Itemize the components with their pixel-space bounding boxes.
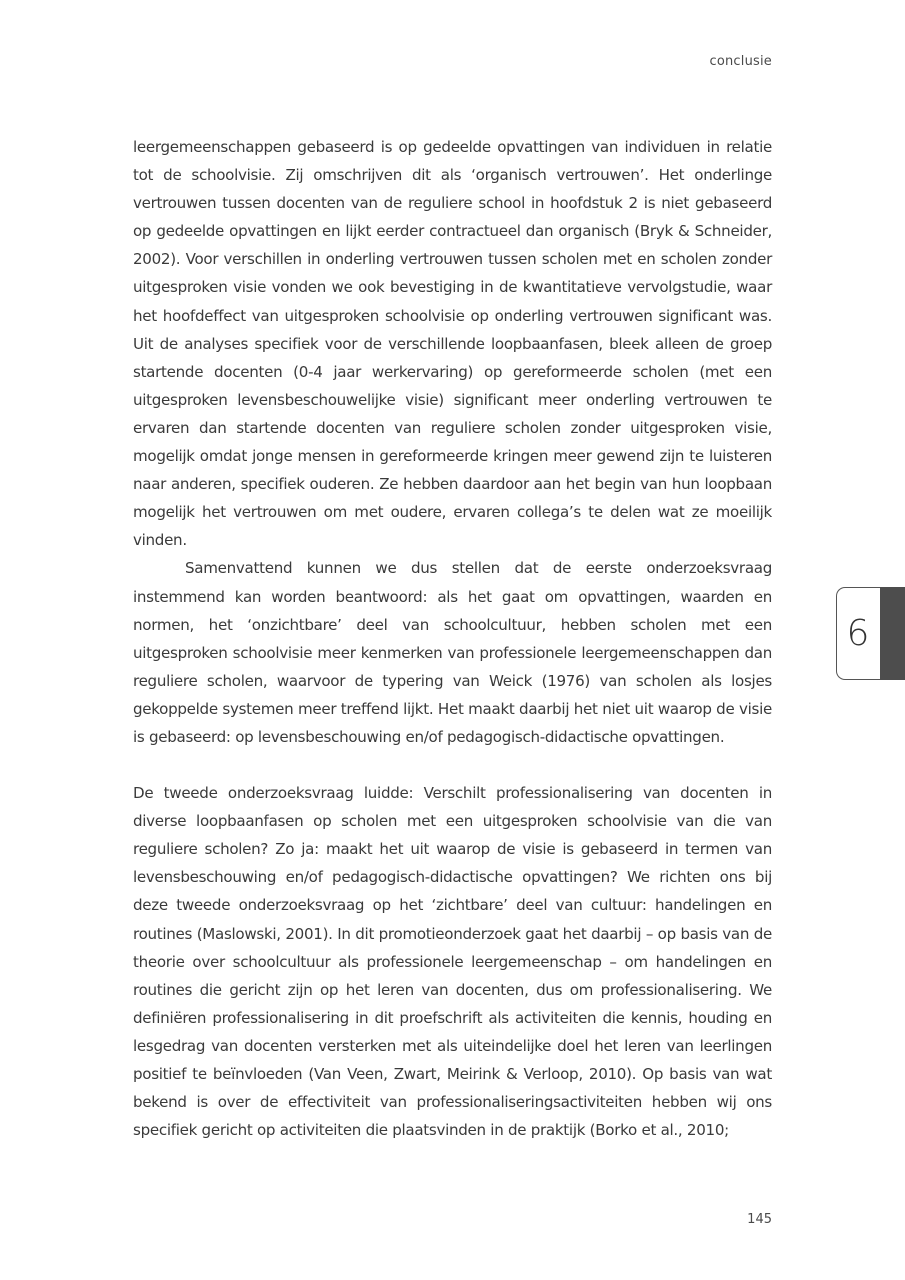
running-head: conclusie [709,54,772,69]
body-text [133,133,772,1144]
chapter-tab [836,587,905,680]
paragraph: De tweede onderzoeksvraag luidde: Verschilt professionalisering van docenten in diverse loopbaanfasen op scholen met een uitgesproken schoolvisie van die van reguliere scholen? Zo ja: maakt het uit waarop de visie is gebaseerd in termen van levensbeschouwing en/of pedagogisch-didactische opvattingen? We richten ons bij deze tweede onderzoeksvraag op het ‘zichtbare’ deel van cultuur: handelingen en routines (Maslowski, 2001). In dit promotieonderzoek gaat het daarbij – op basis van de theorie over schoolcultuur als professionele leergemeenschap – om handelingen en routines die gericht zijn op het leren van docenten, dus om professionalisering. We definiëren professionalisering in dit proefschrift als activiteiten die kennis, houding en lesgedrag van docenten versterken met als uiteindelijke doel het leren van leerlingen positief te beïnvloeden (Van Veen, Zwart, Meirink & Verloop, 2010). Op basis van wat bekend is over de effectiviteit van professionaliseringsactiviteiten hebben wij ons specifiek gericht op activiteiten die plaatsvinden in de praktijk (Borko et al., 2010; [133,784,772,1140]
page-number: 145 [747,1212,772,1227]
chapter-number: 6 [846,613,870,654]
chapter-tab-bar [880,587,905,680]
paragraph: leergemeenschappen gebaseerd is op gedeelde opvattingen van individuen in relatie tot de schoolvisie. Zij omschrijven dit als ‘organisch vertrouwen’. Het onderlinge vertrouwen tussen docenten van de reguliere school in hoofdstuk 2 is niet gebaseerd op gedeelde opvattingen en lijkt eerder contractueel dan organisch (Bryk & Schneider, 2002). Voor verschillen in onderling vertrouwen tussen scholen met en scholen zonder uitgesproken visie vonden we ook bevestiging in de kwantitatieve vervolgstudie, waar het hoofdeffect van uitgesproken schoolvisie op onderling vertrouwen significant was. Uit de analyses specifiek voor de verschillende loopbaanfasen, bleek alleen de groep startende docenten (0-4 jaar werkervaring) op gereformeerde scholen (met een uitgesproken levensbeschouwelijke visie) significant meer onderling vertrouwen te ervaren dan startende docenten van reguliere scholen zonder uitgesproken visie, mogelijk omdat jonge mensen in gereformeerde kringen meer gewend zijn te luisteren naar anderen, specifiek ouderen. Ze hebben daardoor aan het begin van hun loopbaan mogelijk het vertrouwen om met oudere, ervaren collega’s te delen wat ze moeilijk vinden. [133,138,772,550]
paragraph: Samenvattend kunnen we dus stellen dat de eerste onderzoeksvraag instemmend kan worden beantwoord: als het gaat om opvattingen, waarden en normen, het ‘onzichtbare’ deel van schoolcultuur, hebben scholen met een uitgesproken schoolvisie meer kenmerken van professionele leergemeenschappen dan reguliere scholen, waarvoor de typering van Weick (1976) van scholen als losjes gekoppelde systemen meer treffend lijkt. Het maakt daarbij het niet uit waarop de visie is gebaseerd: op levensbeschouwing en/of pedagogisch-didactische opvattingen. [133,559,772,746]
